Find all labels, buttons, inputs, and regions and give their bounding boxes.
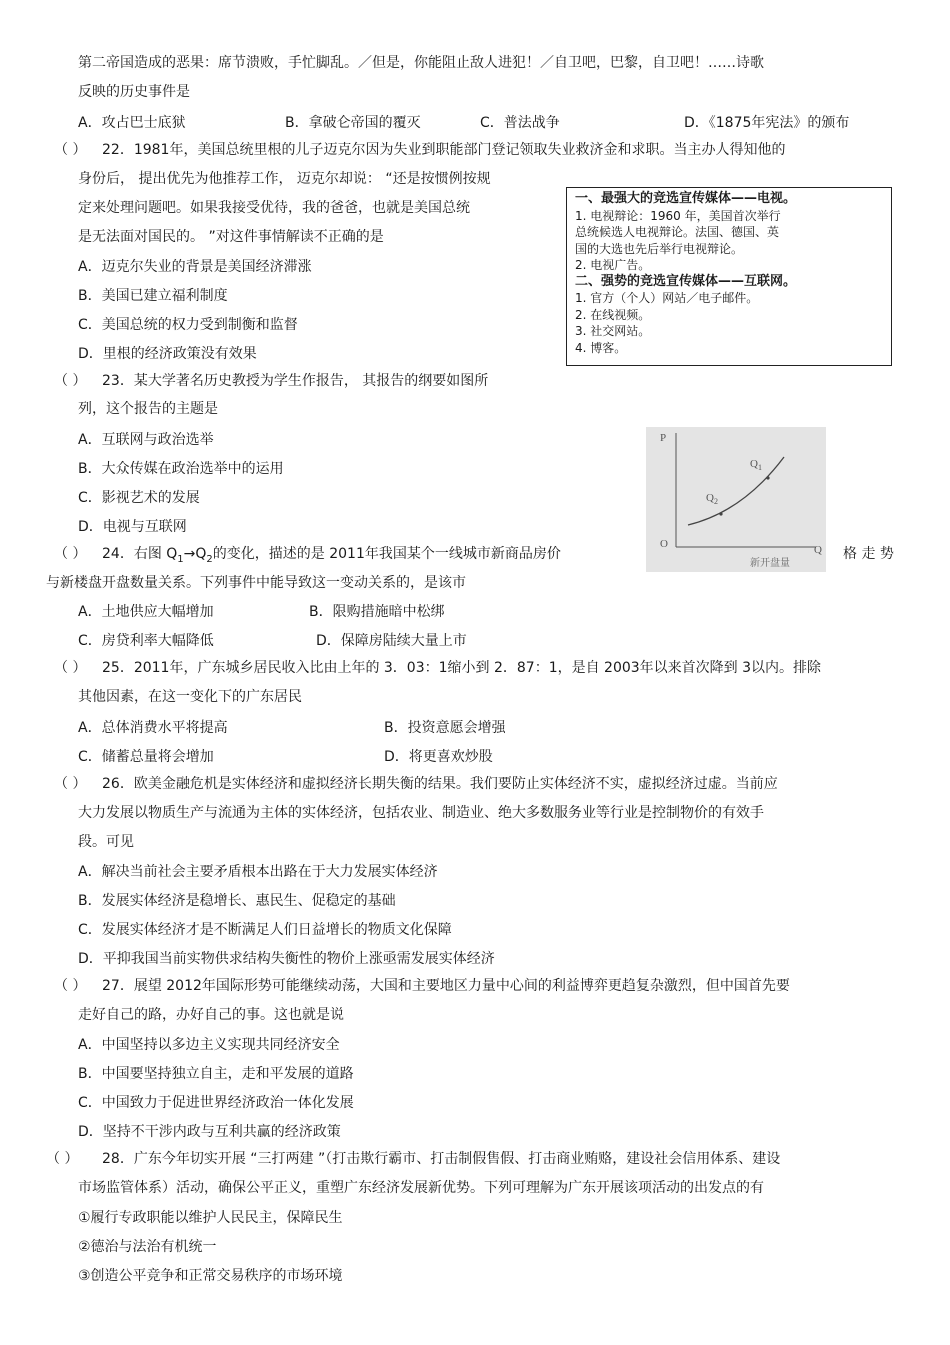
option-a: A．攻占巴士底狱 (78, 115, 186, 131)
option-c: C．储蓄总量将会增加 (78, 749, 214, 765)
statement-item: ③创造公平竞争和正常交易秩序的市场环境 (78, 1268, 343, 1284)
option-b: B．拿破仑帝国的覆灭 (285, 115, 421, 131)
option-d: D．里根的经济政策没有效果 (78, 346, 257, 362)
answer-bracket[interactable]: （ ） (54, 776, 87, 792)
outline-item: 总统候选人电视辩论。法国、德国、英 (575, 225, 780, 239)
answer-bracket[interactable]: （ ） (46, 1151, 79, 1167)
question-stem-line: 走好自己的路，办好自己的事。这也就是说 (78, 1007, 344, 1023)
question-23-stem: 23．某大学著名历史教授为学生作报告， 其报告的纲要如图所 (102, 373, 489, 389)
subscript: 2 (206, 553, 213, 565)
outline-heading-tv: 一、最强大的竞选宣传媒体——电视。 (575, 191, 797, 206)
question-24-stem (102, 545, 561, 569)
origin-label: O (660, 538, 668, 550)
option-d: D．平抑我国当前实物供求结构失衡性的物价上涨亟需发展实体经济 (78, 951, 495, 967)
q2-label: $Q_2$ (706, 492, 718, 506)
option-a: A．解决当前社会主要矛盾根本出路在于大力发展实体经济 (78, 864, 438, 880)
x-axis-label: Q (814, 544, 822, 556)
price-supply-graph (646, 427, 826, 572)
outline-item: 1. 电视辩论：1960 年，美国首次举行 (575, 208, 781, 223)
question-stem-line: 身份后， 提出优先为他推荐工作， 迈克尔却说： “还是按惯例按规 (78, 171, 491, 187)
option-d: D．《1875年宪法》的颁布 (684, 115, 850, 131)
question-stem-line: 段。可见 (78, 834, 134, 850)
option-c: C．普法战争 (480, 115, 560, 131)
option-b: B．发展实体经济是稳增长、惠民生、促稳定的基础 (78, 893, 396, 909)
q1-label: $Q_1$ (750, 458, 762, 472)
question-22-stem: 22．1981年，美国总统里根的儿子迈克尔因为失业到职能部门登记领取失业救济金和求职。当主办人得知他的 (102, 142, 786, 158)
statement-item: ①履行专政职能以维护人民民主，保障民生 (78, 1210, 343, 1226)
option-b: B．美国已建立福利制度 (78, 288, 228, 304)
answer-bracket[interactable]: （ ） (54, 978, 87, 994)
option-b: B．投资意愿会增强 (384, 720, 506, 736)
option-c: C．发展实体经济才是不断满足人们日益增长的物质文化保障 (78, 922, 452, 938)
point-q2 (719, 512, 722, 515)
outline-item: 2. 电视广告。 (575, 258, 651, 272)
outline-item: 3. 社交网站。 (575, 324, 651, 338)
question-stem-line: 市场监管体系）活动，确保公平正义，重塑广东经济发展新优势。下列可理解为广东开展该项活动的出发点的有 (78, 1180, 764, 1196)
option-b: B．大众传媒在政治选举中的运用 (78, 461, 284, 477)
question-26-stem: 26．欧美金融危机是实体经济和虚拟经济长期失衡的结果。我们要防止实体经济不实，虚拟经济过虚。当前应 (102, 776, 778, 792)
answer-bracket[interactable]: （ ） (54, 660, 87, 676)
graph-svg (646, 427, 826, 572)
question-stem-tail: 格 走 势 (843, 546, 894, 562)
report-outline-box (566, 187, 892, 366)
option-a: A．互联网与政治选举 (78, 432, 214, 448)
option-d: D．坚持不干涉内政与互利共赢的经济政策 (78, 1124, 341, 1140)
outline-item: 4. 博客。 (575, 340, 627, 355)
outline-heading-internet: 二、强势的竞选宣传媒体——互联网。 (575, 273, 797, 289)
question-stem-line: 与新楼盘开盘数量关系。下列事件中能导致这一变动关系的，是该市 (46, 575, 466, 591)
question-stem-line: 大力发展以物质生产与流通为主体的实体经济，包括农业、制造业、绝大多数服务业等行业是控制物价的有效手 (78, 805, 764, 821)
option-c: C．中国致力于促进世界经济政治一体化发展 (78, 1095, 354, 1111)
subscript: 1 (177, 553, 184, 565)
y-axis-label: P (660, 432, 667, 444)
question-stem-line: 定来处理问题吧。如果我接受优待，我的爸爸，也就是美国总统 (78, 200, 470, 216)
x-axis-caption: 新开盘量 (750, 558, 790, 569)
answer-bracket[interactable]: （ ） (54, 546, 87, 562)
stem-part: 24．右图 Q (102, 546, 178, 562)
outline-item: 1. 官方（个人）网站／电子邮件。 (575, 291, 759, 305)
option-d: D．电视与互联网 (78, 519, 187, 535)
option-a: A．迈克尔失业的背景是美国经济滞涨 (78, 259, 312, 275)
option-b: B．限购措施暗中松绑 (309, 604, 445, 620)
question-stem-line: 列，这个报告的主题是 (78, 401, 218, 417)
question-25-stem: 25．2011年，广东城乡居民收入比由上年的 3．03：1缩小到 2．87：1，是自 2003年以来首次降到 3以内。排除 (102, 660, 822, 676)
question-stem-line: 其他因素，在这一变化下的广东居民 (78, 689, 302, 705)
question-27-stem: 27．展望 2012年国际形势可能继续动荡，大国和主要地区力量中心间的利益博弈更趋复杂激烈，但中国首先要 (102, 978, 790, 994)
option-c: C．影视艺术的发展 (78, 490, 200, 506)
option-c: C．房贷利率大幅降低 (78, 633, 214, 649)
outline-item: 国的大选也先后举行电视辩论。 (575, 241, 744, 256)
option-a: A．总体消费水平将提高 (78, 720, 228, 736)
option-d: D．将更喜欢炒股 (384, 749, 493, 765)
outline-item: 2. 在线视频。 (575, 307, 651, 322)
point-q1 (766, 476, 769, 479)
stem-part: →Q (183, 546, 207, 562)
option-a: A．中国坚持以多边主义实现共同经济安全 (78, 1037, 340, 1053)
stem-part: 的变化，描述的是 2011年我国某个一线城市新商品房价 (212, 546, 561, 562)
question-stem-line: 是无法面对国民的。 ”对这件事情解读不正确的是 (78, 229, 384, 245)
answer-bracket[interactable]: （ ） (54, 142, 87, 158)
option-a: A．土地供应大幅增加 (78, 604, 214, 620)
statement-item: ②德治与法治有机统一 (78, 1239, 217, 1255)
answer-bracket[interactable]: （ ） (54, 373, 87, 389)
option-b: B．中国要坚持独立自主，走和平发展的道路 (78, 1066, 354, 1082)
option-d: D．保障房陆续大量上市 (316, 633, 467, 649)
question-28-stem: 28．广东今年切实开展 “三打两建 ”（打击欺行霸市、打击制假售假、打击商业贿赂，建设社会信用体系、建设 (102, 1151, 781, 1167)
price-curve (688, 457, 784, 525)
question-stem-line: 第二帝国造成的恶果：席节溃败，手忙脚乱。／但是，你能阻止敌人进犯！／自卫吧，巴黎，自卫吧！……诗歌 (78, 55, 764, 71)
question-stem-line: 反映的历史事件是 (78, 84, 190, 100)
option-c: C．美国总统的权力受到制衡和监督 (78, 317, 298, 333)
